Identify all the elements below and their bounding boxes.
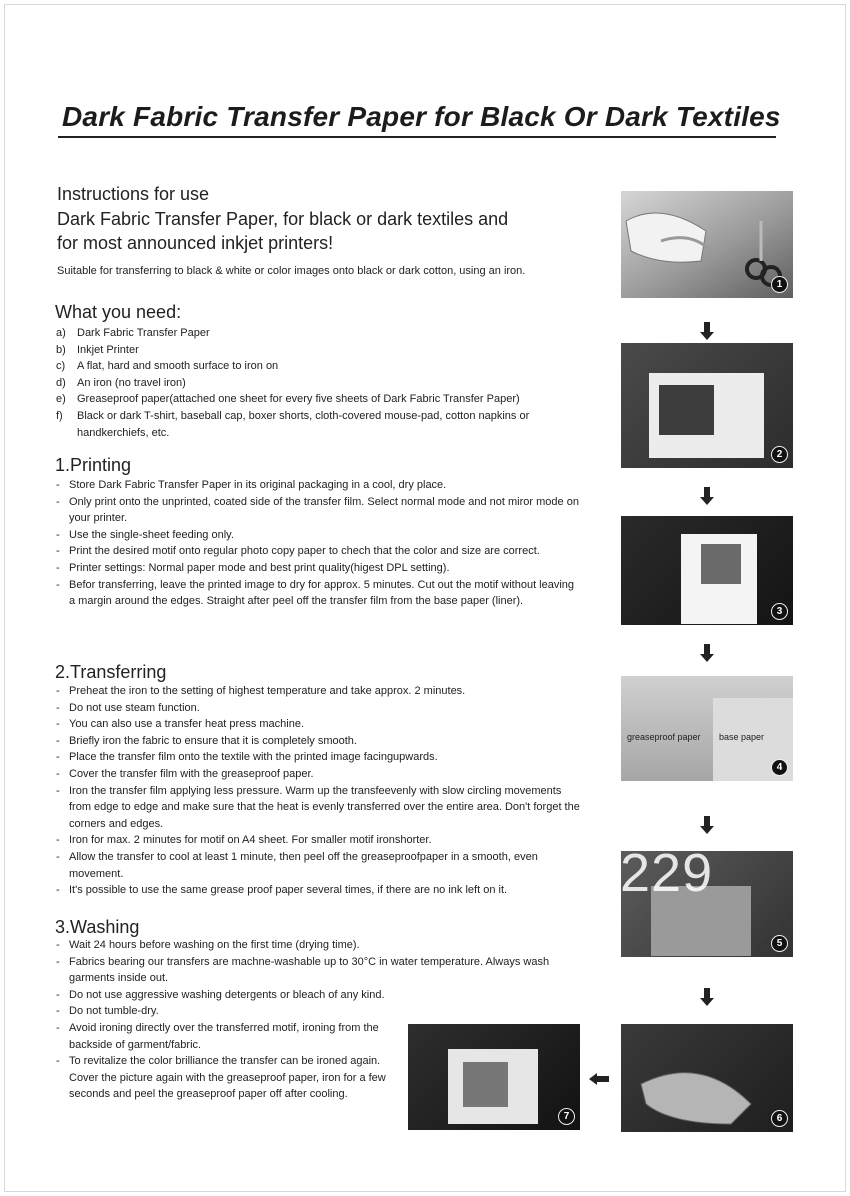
list-item: d) An iron (no travel iron) <box>56 376 186 389</box>
arrow-left-icon <box>589 1073 597 1085</box>
list-item: - Printer settings: Normal paper mode and best print quality(higest DPL setting). <box>56 561 450 574</box>
step-number-7: 7 <box>558 1108 575 1125</box>
list-item: - Wait 24 hours before washing on the first time (drying time). <box>56 939 360 951</box>
intro-heading-line-2: Dark Fabric Transfer Paper, for black or dark textiles and <box>57 208 509 229</box>
list-item: - Only print onto the unprinted, coated side of the transfer film. Select normal mode and not miror mode on your printer. <box>56 495 579 525</box>
list-item: - It's possible to use the same grease proof paper several times, if there are no ink left on it. <box>56 884 508 897</box>
washing-heading: 3.Washing <box>55 917 140 937</box>
transferring-list <box>56 683 586 899</box>
arrow-down-icon <box>700 826 714 834</box>
printing-heading: 1.Printing <box>55 455 132 475</box>
ironing-illustration <box>621 1024 793 1132</box>
intro-heading-line-1: Instructions for use <box>57 184 210 204</box>
step-3-photo <box>621 516 793 625</box>
list-item: - Preheat the iron to the setting of highest temperature and take approx. 2 minutes. <box>56 685 466 697</box>
step-number-3: 3 <box>771 603 788 620</box>
list-item: - Befor transferring, leave the printed image to dry for approx. 5 minutes. Cut out the motif without leaving a margin around the edges. Straight after peel off the transfer film from the base paper (liner). <box>56 578 575 608</box>
arrow-down-icon <box>700 497 714 505</box>
step-2-photo <box>621 343 793 468</box>
list-item: - Print the desired motif onto regular photo copy paper to chech that the color and size are correct. <box>56 545 540 558</box>
list-item: - To revitalize the color brilliance the transfer can be ironed again. Cover the picture again with the greaseproof paper, iron for a few seconds and peel the greaseproof paper off after cooling. <box>56 1055 386 1101</box>
step-7-photo <box>408 1024 580 1130</box>
list-item: - Briefly iron the fabric to ensure that it is completely smooth. <box>56 734 357 747</box>
base-paper-label: base paper <box>719 732 765 742</box>
step-4-photo <box>621 676 793 781</box>
list-item: b) Inkjet Printer <box>56 343 139 356</box>
arrow-down-icon <box>700 654 714 662</box>
step-number-2: 2 <box>771 446 788 463</box>
needs-list <box>56 325 601 441</box>
greaseproof-paper-label: greaseproof paper <box>627 732 701 742</box>
document-title: Dark Fabric Transfer Paper for Black Or Dark Textiles <box>62 101 781 132</box>
list-item: - Store Dark Fabric Transfer Paper in its original packaging in a cool, dry place. <box>56 479 447 491</box>
printing-list <box>56 477 581 610</box>
needs-heading: What you need: <box>55 302 182 322</box>
list-item: c) A flat, hard and smooth surface to iron on <box>56 360 279 373</box>
title-underline <box>58 136 776 138</box>
list-item: - Do not use aggressive washing detergents or bleach of any kind. <box>56 988 385 1001</box>
iron-and-scissors-illustration <box>621 191 793 298</box>
intro-heading <box>57 182 508 256</box>
step-6-photo <box>621 1024 793 1132</box>
list-item: a) Dark Fabric Transfer Paper <box>56 327 210 339</box>
list-item: - Avoid ironing directly over the transferred motif, ironing from the backside of garment/fabric. <box>56 1021 379 1051</box>
list-item: - Do not tumble-dry. <box>56 1005 159 1018</box>
watermark: 229 <box>620 843 714 903</box>
intro-heading-line-3: for most announced inkjet printers! <box>57 233 334 253</box>
list-item: - Iron for max. 2 minutes for motif on A4 sheet. For smaller motif ironshorter. <box>56 834 432 847</box>
step-number-1: 1 <box>771 276 788 293</box>
transferring-heading: 2.Transferring <box>55 662 167 682</box>
list-item: - You can also use a transfer heat press machine. <box>56 718 305 731</box>
list-item: - Do not use steam function. <box>56 701 200 714</box>
list-item: - Allow the transfer to cool at least 1 minute, then peel off the greaseproofpaper in a smooth, even movement. <box>56 850 538 880</box>
list-item: - Use the single-sheet feeding only. <box>56 528 234 541</box>
list-item: - Iron the transfer film applying less pressure. Warm up the transfeevenly with slow circling movements from edge to edge and make sure that the heat is evenly transferred over the entire area. Don't forget the corners and edges. <box>56 784 580 830</box>
list-item: e) Greaseproof paper(attached one sheet for every five sheets of Dark Fabric Transfer Paper) <box>56 393 520 406</box>
list-item: - Cover the transfer film with the greaseproof paper. <box>56 767 314 780</box>
step-number-5: 5 <box>771 935 788 952</box>
list-item: - Fabrics bearing our transfers are machne-washable up to 30°C in water temperature. Always wash garments inside out. <box>56 955 550 985</box>
step-1-photo <box>621 191 793 298</box>
intro-text: Suitable for transferring to black & white or color images onto black or dark cotton, using an iron. <box>57 265 526 277</box>
step-number-6: 6 <box>771 1110 788 1127</box>
arrow-down-icon <box>700 332 714 340</box>
step-number-4: 4 <box>771 759 788 776</box>
list-item: f) Black or dark T-shirt, baseball cap, boxer shorts, cloth-covered mouse-pad, cotton napkins or handkerchiefs, etc. <box>56 409 530 439</box>
list-item: - Place the transfer film onto the textile with the printed image facingupwards. <box>56 751 438 764</box>
arrow-down-icon <box>700 998 714 1006</box>
